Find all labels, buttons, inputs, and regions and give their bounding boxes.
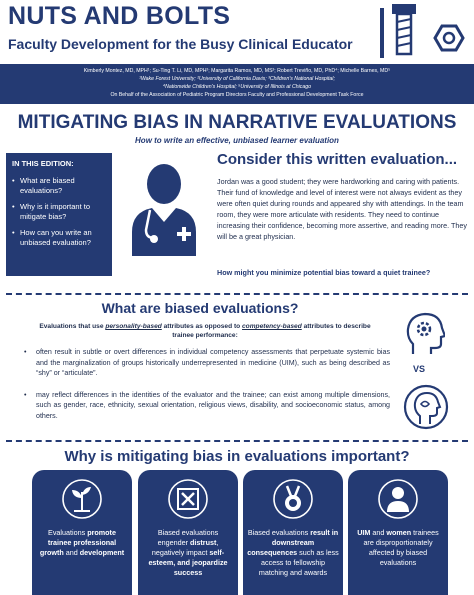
biased-intro [30, 322, 380, 340]
why-section-title: Why is mitigating bias in evaluations important? [64, 448, 410, 465]
person-icon [377, 478, 419, 520]
biased-list [24, 347, 390, 432]
biased-bullet: • may reflect differences in the identities of the evaluator and the trainee; can exist among multiple dimensions, such as gender, race, ethnicity, sexual orientation, religious views, disability, and socioeconomic status, among others. [24, 390, 390, 422]
why-card-growth [32, 470, 132, 595]
why-card-consequences [243, 470, 343, 595]
intro-text: Evaluations that use [39, 323, 106, 330]
card-emphasis: promote trainee professional growth [39, 528, 117, 557]
card-text: Biased evaluations engender [157, 528, 219, 547]
biased-section-title: What are biased evaluations? [101, 300, 299, 316]
edition-heading: IN THIS EDITION: [12, 159, 74, 168]
intro-emphasis-personality: personality-based [105, 323, 162, 330]
edition-item: • What are biased evaluations? [12, 176, 106, 196]
card-text: Biased evaluations [247, 528, 311, 537]
newsletter-subtitle: Faculty Development for the Busy Clinical Educator [8, 36, 353, 52]
card-emphasis: UIM [357, 528, 371, 537]
card-emphasis: , and jeopardize success [173, 558, 228, 577]
card-emphasis: distrust [190, 538, 217, 547]
edition-item: • Why is it important to mitigate bias? [12, 202, 106, 222]
vs-label: VS [413, 364, 426, 374]
bolt-and-nut-icon [380, 2, 470, 64]
edition-box [6, 153, 112, 276]
why-card-distrust [138, 470, 238, 595]
intro-text: attributes as opposed to [161, 323, 242, 330]
task-force-line: On Behalf of the Association of Pediatric Program Directors Faculty and Professional Development Task Force [110, 92, 364, 98]
card-text: such as less access to fellowship matching and awards [258, 548, 339, 577]
intro-text: attributes to describe trainee performance: [172, 323, 371, 339]
biased-bullet: • often result in subtle or overt differences in individual competency assessments that perpetuate systemic bias and the marginalization of groups historically underrepresented in medicine (UIM), such as being described as “shy” or “articulate”. [24, 347, 390, 379]
card-text: trainees are disproportionately affected by biased evaluations [363, 528, 439, 567]
plant-growth-icon [61, 478, 103, 520]
why-card-uim [348, 470, 448, 595]
card-text: , negatively impact [151, 538, 219, 557]
card-emphasis: self-esteem [148, 548, 225, 567]
card-text: and [63, 548, 80, 557]
consider-title: Consider this written evaluation... [217, 151, 458, 168]
why-card-text [352, 528, 444, 568]
intro-emphasis-competency: competency-based [242, 323, 302, 330]
header [0, 0, 474, 64]
main-subtitle: How to write an effective, unbiased learner evaluation [135, 136, 339, 145]
why-card-text [36, 528, 128, 558]
doctor-icon [124, 160, 204, 256]
why-card-text [142, 528, 234, 578]
section-divider [6, 293, 468, 295]
main-title: MITIGATING BIAS IN NARRATIVE EVALUATIONS [17, 112, 457, 133]
card-text: and [370, 528, 387, 537]
author-affiliations-1: ¹Wake Forest University; ²University of California Davis; ³Children's National Hospital; [139, 76, 335, 82]
why-card-text [247, 528, 339, 578]
consider-question: How might you minimize potential bias toward a quiet trainee? [217, 268, 431, 277]
head-gear-icon [405, 312, 445, 356]
edition-list [12, 176, 106, 248]
authors-bar [0, 64, 474, 104]
newsletter-title: NUTS AND BOLTS [8, 2, 231, 30]
author-affiliations-2: ⁴Nationwide Children's Hospital; ⁵University of Illinois at Chicago [162, 84, 312, 90]
medal-icon [272, 478, 314, 520]
edition-item: • How can you write an unbiased evaluation? [12, 228, 106, 248]
consider-evaluation-text: Jordan was a good student; they were hardworking and caring with patients. Their fund of knowledge and level of interest were not always evident as they were often quiet during rounds and appeared shy with attendings. In the team room, they were more articulate with residents. They need to continue increasing their confidence, becoming more assertive, and reading more. They will be a great physician. [217, 177, 467, 241]
author-names: Kimberly Montez, MD, MPH¹; Su-Ting T. Li, MD, MPH²; Margarita Ramos, MD, MS³; Robert Treviño, MD, PhD⁴; Michelle Barnes, MD⁵ [83, 68, 391, 74]
card-emphasis: development [79, 548, 125, 557]
section-divider [6, 440, 468, 442]
card-emphasis: result in downstream consequences [247, 528, 339, 557]
x-box-icon [167, 478, 209, 520]
head-profile-icon [403, 384, 449, 430]
card-text: Evaluations [48, 528, 88, 537]
card-emphasis: women [386, 528, 412, 537]
